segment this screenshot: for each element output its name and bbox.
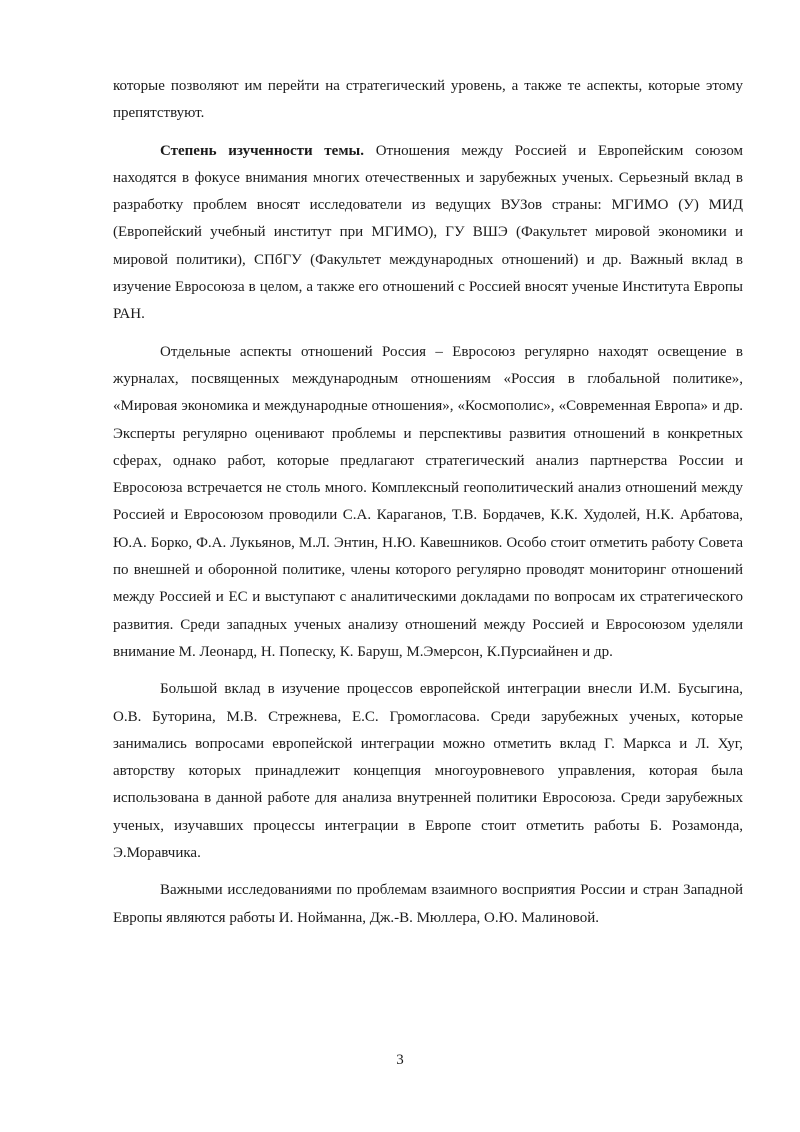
paragraph-text: Большой вклад в изучение процессов европейской интеграции внесли И.М. Бусыгина, О.В. Буторина, М.В. Стрежнева, Е.С. Громогласова. Среди зарубежных ученых, которые занимались вопросами европейской интеграции можно отметить вклад Г. Маркса и Л. Хуг, авторству которых принадлежит концепция многоуровневого управления, которая была использована в данной работе для анализа внутренней политики Евросоюза. Среди зарубежных ученых, изучавших процессы интеграции в Европе стоит отметить работы Б. Розамонда, Э.Моравчика. (113, 681, 743, 862)
paragraph-perception (113, 877, 743, 932)
body-text (113, 73, 743, 932)
paragraph-text: Отношения между Россией и Европейским союзом находятся в фокусе внимания многих отечественных и зарубежных ученых. Серьезный вклад в разработку проблем вносят исследователи из ведущих ВУЗов страны: МГИМО (У) МИД (Европейский учебный институт при МГИМО), ГУ ВШЭ (Факультет мировой экономики и мировой политики), СПбГУ (Факультет международных отношений) и др. Важный вклад в изучение Евросоюза в целом, а также его отношений с Россией вносят ученые Института Европы РАН. (113, 142, 743, 323)
paragraph-text: Отдельные аспекты отношений Россия – Евросоюз регулярно находят освещение в журналах, посвященных международным отношениям «Россия в глобальной политике», «Мировая экономика и международные отношения», «Космополис», «Современная Европа» и др. Эксперты регулярно оценивают проблемы и перспективы развития отношений в конкретных сферах, однако работ, которые предлагают стратегический анализ партнерства России и Евросоюза встречается не столь много. Комплексный геополитический анализ отношений между Россией и Евросоюзом проводили С.А. Караганов, Т.В. Бордачев, К.К. Худолей, Н.К. Арбатова, Ю.А. Борко, Ф.А. Лукьянов, М.Л. Энтин, Н.Ю. Кавешников. Особо стоит отметить работу Совета по внешней и оборонной политике, члены которого регулярно проводят мониторинг отношений между Россией и ЕС и выступают с аналитическими докладами по вопросам их стратегического развития. Среди западных ученых анализу отношений между Россией и Евросоюзом уделяли внимание М. Леонард, Н. Попеску, К. Баруш, М.Эмерсон, К.Пурсиайнен и др. (113, 343, 743, 660)
paragraph-text: которые позволяют им перейти на стратегический уровень, а также те аспекты, которые этому препятствуют. (113, 78, 743, 122)
paragraph-continuation (113, 73, 743, 128)
paragraph-integration (113, 676, 743, 867)
paragraph-lead: Степень изученности темы. (160, 142, 365, 159)
paragraph-research-extent (113, 138, 743, 329)
paragraph-aspects (113, 339, 743, 667)
paragraph-text: Важными исследованиями по проблемам взаимного восприятия России и стран Западной Европы являются работы И. Нойманна, Дж.-В. Мюллера, О.Ю. Малиновой. (113, 882, 743, 926)
page-number: 3 (396, 1052, 404, 1068)
